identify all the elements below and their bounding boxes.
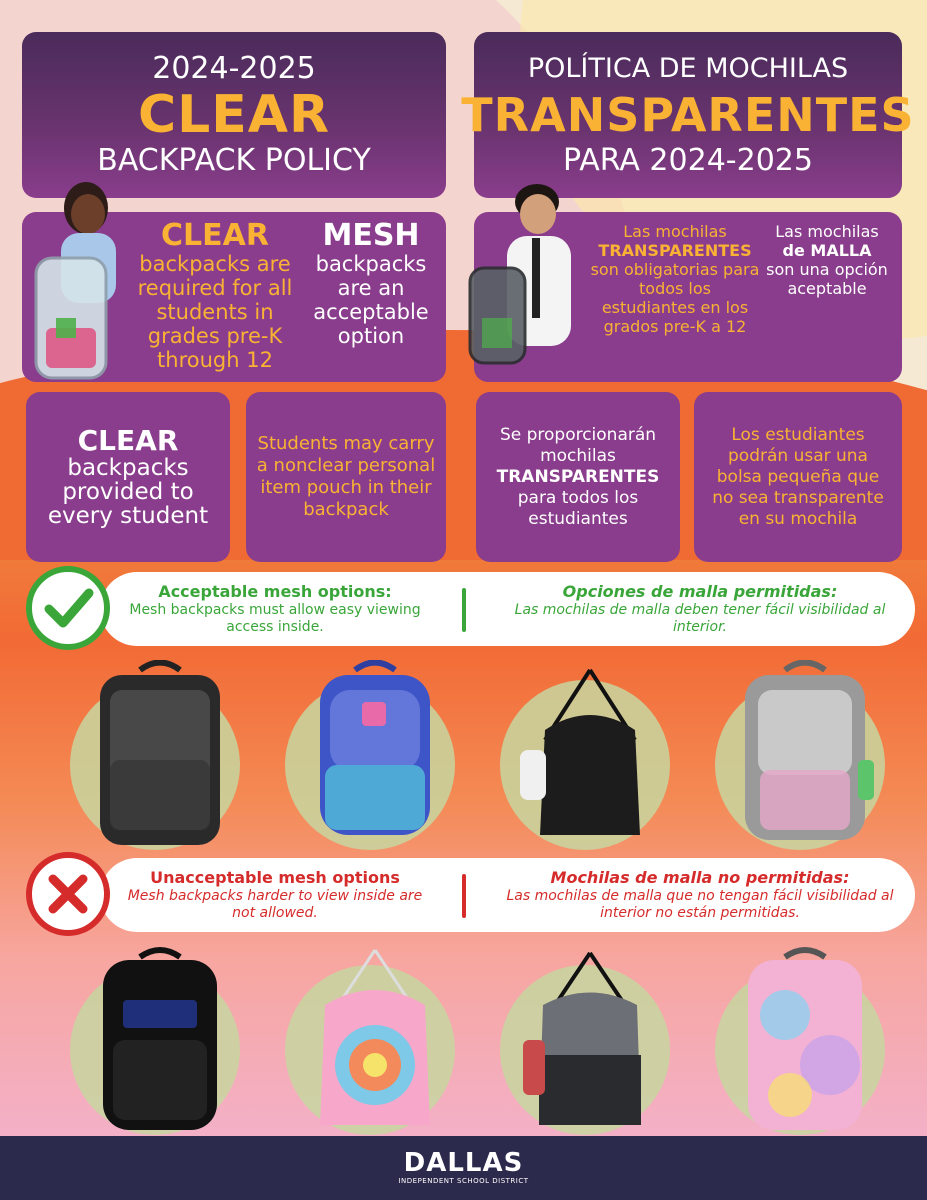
x-mark-icon (26, 852, 110, 936)
unacceptable-bag-tie-dye-backpack (705, 940, 905, 1140)
acceptable-banner (100, 572, 915, 646)
spanish-title-policy: POLÍTICA DE MOCHILAS (527, 53, 849, 84)
english-clear-text (120, 220, 310, 372)
spanish-mesh-head: de MALLA (782, 241, 872, 260)
acceptable-bag-black-mesh (60, 655, 260, 855)
spanish-provided-pre: Se proporcionarán mochilas (499, 424, 657, 466)
spanish-provided-body: para todos los estudiantes (517, 487, 639, 529)
english-mesh-body: backpacks are an acceptable option (313, 252, 429, 348)
unacceptable-bag-gray-drawstring (490, 940, 690, 1140)
spanish-mesh-text (760, 222, 894, 298)
english-pouch-body: Students may carry a nonclear personal item pouch in their backpack (256, 433, 436, 520)
spanish-mesh-body: son una opción aceptable (766, 260, 888, 298)
acceptable-divider (462, 588, 466, 632)
unacceptable-head-en: Unacceptable mesh options (150, 868, 400, 887)
acceptable-bag-gray-mesh (705, 655, 905, 855)
unacceptable-divider (462, 874, 466, 918)
english-title-year: 2024-2025 (152, 51, 316, 86)
district-logo-subtext: INDEPENDENT SCHOOL DISTRICT (398, 1177, 529, 1185)
spanish-clear-body: son obligatorias para todos los estudiantes en los grados pre-K a 12 (590, 260, 760, 336)
unacceptable-english (120, 868, 430, 922)
checkmark-icon (26, 566, 110, 650)
spanish-provided-head: TRANSPARENTES (496, 466, 660, 487)
unacceptable-body-en: Mesh backpacks harder to view inside are not allowed. (127, 888, 423, 921)
english-clear-body: backpacks are required for all students in grades pre-K through 12 (137, 252, 293, 372)
english-clear-head: CLEAR (161, 218, 269, 253)
english-provided-body: backpacks provided to every student (47, 455, 209, 529)
spanish-mesh-pre: Las mochilas (775, 222, 879, 241)
english-mesh-text (306, 220, 436, 348)
spanish-clear-pre: Las mochilas (623, 222, 727, 241)
english-title-policy: BACKPACK POLICY (97, 143, 371, 178)
acceptable-head-en: Acceptable mesh options: (158, 582, 392, 601)
spanish-title-panel (461, 32, 915, 198)
spanish-provided-box (476, 392, 680, 562)
unacceptable-bag-black-backpack (60, 940, 260, 1140)
acceptable-english (120, 582, 430, 636)
spanish-pouch-body: Los estudiantes podrán usar una bolsa pequeña que no sea transparente en su mochila (712, 424, 884, 529)
english-provided-box (26, 392, 230, 562)
footer (0, 1136, 927, 1200)
unacceptable-bag-tie-dye-drawstring (275, 940, 475, 1140)
spanish-title-year: PARA 2024-2025 (563, 143, 813, 178)
english-pouch-box (246, 392, 446, 562)
acceptable-body-es: Las mochilas de malla deben tener fácil visibilidad al interior. (514, 602, 886, 635)
english-mesh-head: MESH (322, 218, 420, 253)
student-boy-photo (462, 178, 592, 383)
unacceptable-body-es: Las mochilas de malla que no tengan fácil visibilidad al interior no están permitidas. (506, 888, 894, 921)
english-provided-head: CLEAR (77, 424, 179, 457)
district-logo-text: DALLAS (403, 1148, 524, 1178)
acceptable-bag-blue-mesh (275, 655, 475, 855)
spanish-title-transparent: TRANSPARENTES (461, 88, 915, 142)
unacceptable-head-es: Mochilas de malla no permitidas: (550, 868, 850, 887)
unacceptable-banner (100, 858, 915, 932)
unacceptable-spanish (490, 868, 910, 922)
english-title-clear: CLEAR (137, 85, 331, 145)
acceptable-spanish (490, 582, 910, 636)
acceptable-bag-drawstring-mesh (490, 655, 690, 855)
spanish-pouch-box (694, 392, 902, 562)
spanish-clear-text (590, 222, 760, 336)
acceptable-head-es: Opciones de malla permitidas: (562, 582, 838, 601)
acceptable-body-en: Mesh backpacks must allow easy viewing access inside. (129, 602, 421, 635)
english-title-panel (22, 32, 446, 198)
spanish-clear-head: TRANSPARENTES (598, 241, 752, 260)
